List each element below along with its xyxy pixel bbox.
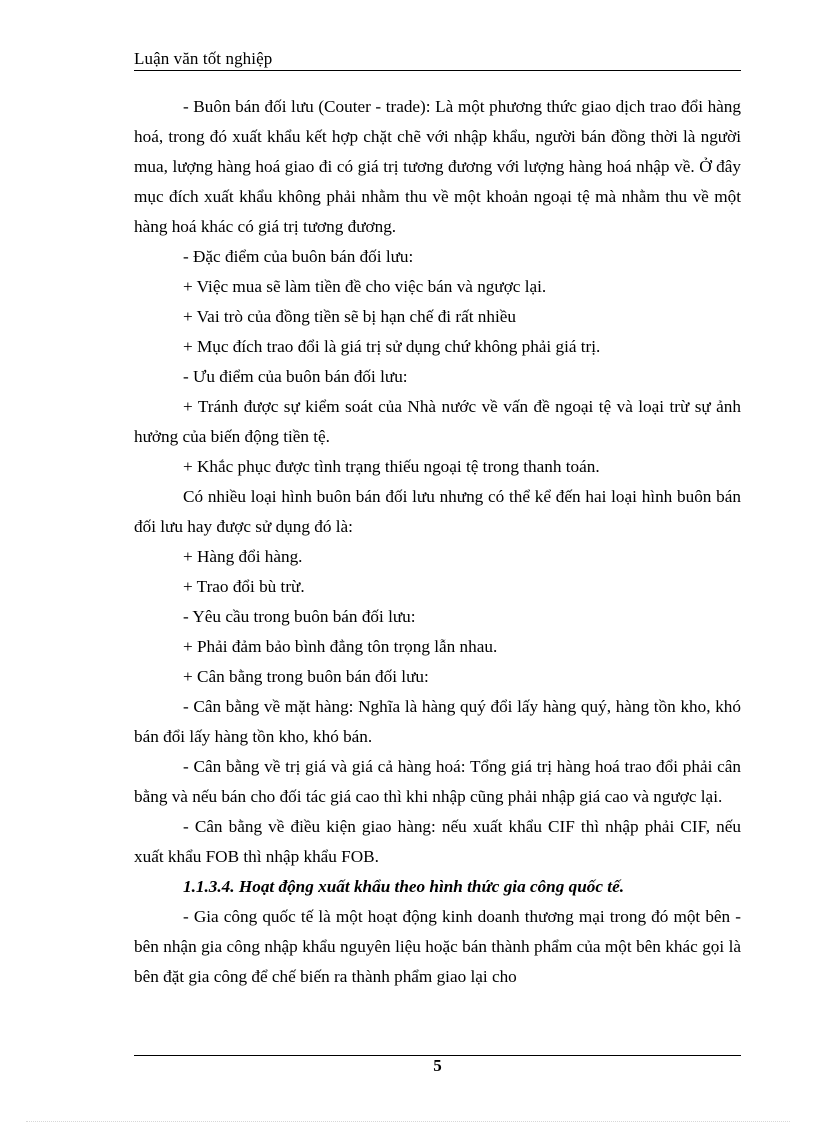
paragraph: + Vai trò của đồng tiền sẽ bị hạn chế đi rất nhiều: [183, 307, 516, 326]
paragraph: + Việc mua sẽ làm tiền đề cho việc bán và ngược lại.: [183, 277, 547, 296]
paragraph: + Trao đổi bù trừ.: [183, 577, 305, 596]
paragraph: - Buôn bán đối lưu (Couter - trade): Là một phương thức giao dịch trao đổi hàng hoá, trong đó xuất khẩu kết hợp chặt chẽ với nhập khẩu, người bán đồng thời là người mua, lượng hàng hoá giao đi có giá trị tương đương với lượng hàng hoá nhập về. Ở đây mục đích xuất khẩu không phải nhằm thu về một khoản ngoại tệ mà nhằm thu về một hàng hoá khác có giá trị tương đương.: [134, 97, 741, 236]
paragraph: Có nhiều loại hình buôn bán đối lưu nhưng có thể kể đến hai loại hình buôn bán đối lưu hay được sử dụng đó là:: [134, 487, 741, 536]
paragraph: + Khắc phục được tình trạng thiếu ngoại tệ trong thanh toán.: [183, 457, 600, 476]
paragraph: - Đặc điểm của buôn bán đối lưu:: [183, 247, 414, 266]
section-heading: 1.1.3.4. Hoạt động xuất khẩu theo hình thức gia công quốc tế.: [183, 877, 625, 896]
document-header-title: Luận văn tốt nghiệp: [134, 49, 273, 68]
header-divider: [134, 70, 741, 71]
paragraph: + Tránh được sự kiểm soát của Nhà nước về vấn đề ngoại tệ và loại trừ sự ảnh hưởng của biến động tiền tệ.: [134, 397, 741, 446]
paragraph: - Cân bằng về điều kiện giao hàng: nếu xuất khẩu CIF thì nhập phải CIF, nếu xuất khẩu FOB thì nhập khẩu FOB.: [134, 817, 741, 866]
paragraph: - Ưu điểm của buôn bán đối lưu:: [183, 367, 408, 386]
paragraph: - Gia công quốc tế là một hoạt động kinh doanh thương mại trong đó một bên - bên nhận gia công nhập khẩu nguyên liệu hoặc bán thành phẩm của một bên khác gọi là bên đặt gia công để chế biến ra thành phẩm giao lại cho: [134, 907, 741, 986]
paragraph: + Mục đích trao đổi là giá trị sử dụng chứ không phải giá trị.: [183, 337, 601, 356]
paragraph: + Cân bằng trong buôn bán đối lưu:: [183, 667, 429, 686]
page-number: 5: [433, 1056, 442, 1075]
paragraph: - Cân bằng về mặt hàng: Nghĩa là hàng quý đổi lấy hàng quý, hàng tồn kho, khó bán đổi lấy hàng tồn kho, khó bán.: [134, 697, 741, 746]
page-bottom-border: [26, 1121, 790, 1122]
paragraph: + Hàng đổi hàng.: [183, 547, 303, 566]
paragraph: + Phải đảm bảo bình đẳng tôn trọng lẫn nhau.: [183, 637, 498, 656]
paragraph: - Cân bằng về trị giá và giá cả hàng hoá: Tổng giá trị hàng hoá trao đổi phải cân bằng và nếu bán cho đối tác giá cao thì khi nhập cũng phải nhập giá cao và ngược lại.: [134, 757, 741, 806]
paragraph: - Yêu cầu trong buôn bán đối lưu:: [183, 607, 416, 626]
document-body: [134, 92, 741, 992]
